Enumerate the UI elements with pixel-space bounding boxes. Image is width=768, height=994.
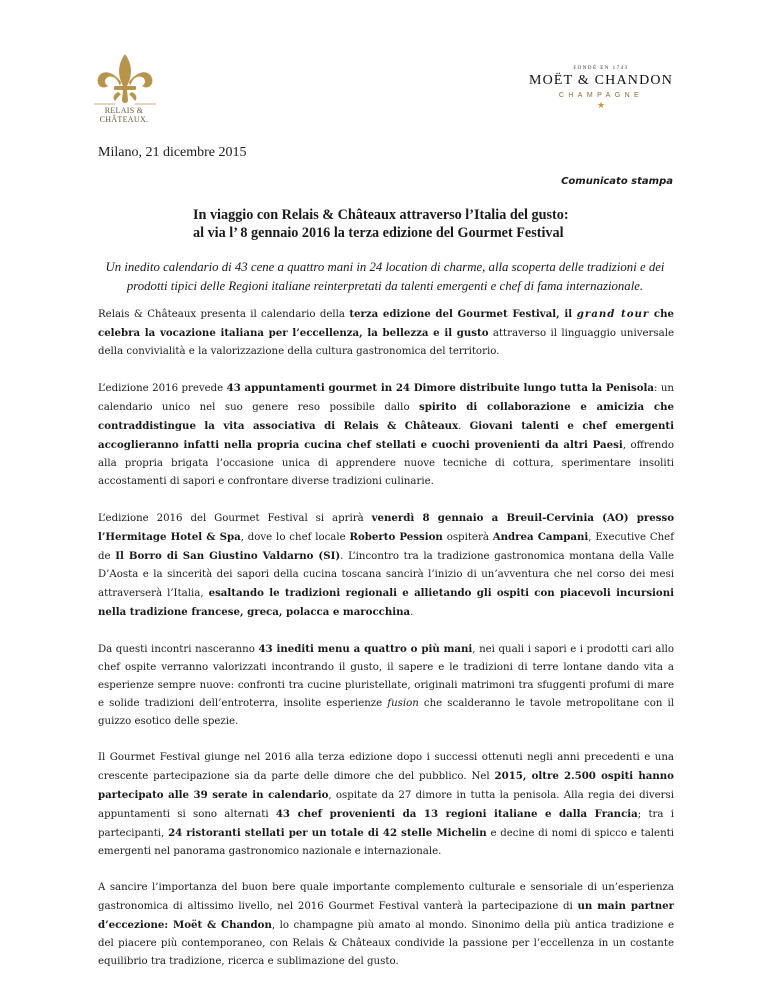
text-run: un main partner d’eccezione: Moët & Chandon xyxy=(98,900,674,931)
text-run: A sancire l’importanza del buon bere quale importante complemento culturale e sensoriale di un’esperienza gastronomica di altissimo livello, nel 2016 Gourmet Festival vanterà la partecipazione di xyxy=(98,882,674,912)
body-paragraph xyxy=(98,640,674,731)
text-run: , offrendo alla propria brigata l’occasione unica di apprendere nuove tecniche di cottura, sperimentare insoliti accostamenti di sapori e confrontare diverse tradizioni culinarie. xyxy=(98,440,674,487)
text-run: 2015, oltre 2.500 ospiti hanno partecipato alle 39 serate in calendario xyxy=(98,770,674,801)
text-run: L’edizione 2016 del Gourmet Festival si aprirà xyxy=(98,513,372,524)
text-run: ospiterà xyxy=(442,532,493,543)
text-run: . xyxy=(410,607,414,618)
title-line-1: In viaggio con Relais & Châteaux attraverso l’Italia del gusto: xyxy=(193,207,569,223)
document-date: Milano, 21 dicembre 2015 xyxy=(98,145,247,160)
body-paragraph xyxy=(98,379,674,491)
text-run: che scalderanno le tavole metropolitane con il guizzo esotico delle spezie. xyxy=(98,698,674,727)
fleur-de-lis-icon xyxy=(90,52,160,108)
text-run: , nei quali i sapori e i prodotti cari allo chef ospite verranno valorizzati incontrando il gusto, il sapere e le tradizioni di terre lontane dando vita a esperienze sempre nuove: confronti tra cucine pluristellate, originali matrimoni tra sfuggenti profumi di mare e solide tradizioni dell’entroterra, insolite esperienze xyxy=(98,644,674,709)
moet-chandon-logo xyxy=(526,66,676,111)
text-run: : un calendario unico nel suo genere reso possibile dallo xyxy=(98,383,674,413)
document-body xyxy=(98,305,674,989)
text-run: Relais & Châteaux presenta il calendario della xyxy=(98,309,350,320)
text-run: Andrea Campani xyxy=(492,531,589,543)
text-run: , dove lo chef locale xyxy=(240,532,350,543)
text-run: L’edizione 2016 prevede xyxy=(98,383,227,394)
text-run: ; tra i partecipanti, xyxy=(98,809,674,839)
relais-logo-text xyxy=(94,106,154,124)
text-run: 43 inediti menu a quattro o più mani xyxy=(258,643,473,655)
title-line-2: al via l’ 8 gennaio 2016 la terza edizione del Gourmet Festival xyxy=(193,225,564,241)
text-run: spirito di collaborazione e amicizia che contraddistingue la vita associativa di Relais & Châteaux xyxy=(98,401,674,432)
text-run: terza edizione del Gourmet Festival, il xyxy=(349,308,577,320)
text-run: Da questi incontri nasceranno xyxy=(98,644,259,655)
document-subtitle: Un inedito calendario di 43 cene a quattro mani in 24 location di charme, alla scoperta delle tradizioni e dei prodotti tipici delle Regioni italiane reinterpretati da talenti emergenti e chef di fama internazionale. xyxy=(105,260,665,293)
text-run: , ospitate da 27 dimore in tutta la penisola. Alla regia dei diversi appuntamenti si sono alternati xyxy=(98,790,675,820)
text-run: 24 ristoranti stellati per un totale di 42 stelle Michelin xyxy=(168,827,487,839)
moet-logo-sub: CHAMPAGNE xyxy=(558,92,644,99)
text-run: e decine di nomi di spicco e talenti emergenti nel panorama gastronomico nazionale e internazionale. xyxy=(98,828,674,857)
relais-logo-line-1: RELAIS & xyxy=(104,106,144,115)
body-paragraph xyxy=(98,509,674,622)
text-run: esaltando le tradizioni regionali e allietando gli ospiti con piacevoli incursioni nella tradizione francese, greca, polacca e marocchina xyxy=(98,587,674,618)
text-run: fusion xyxy=(387,698,419,709)
text-run: 43 chef provenienti da 13 regioni italiane e dalla Francia xyxy=(275,808,638,820)
moet-logo-name: MOËT & CHANDON xyxy=(528,73,674,88)
text-run: Il Borro di San Giustino Valdarno (SI) xyxy=(115,550,341,562)
text-run: Roberto Pession xyxy=(349,531,443,543)
body-paragraph xyxy=(98,305,674,361)
text-run: , Executive Chef de xyxy=(98,532,674,562)
moet-logo-founded: FONDÉ EN 1743 xyxy=(573,66,629,71)
body-paragraph xyxy=(98,879,674,971)
text-run: grand tour xyxy=(576,308,650,320)
text-run: , lo champagne più amato al mondo. Sinonimo della più antica tradizione e del piacere più contemporaneo, con Relais & Châteaux condivide la passione per l’eccellenza in un costante equilibrio tra tradizione, ricerca e sublimazione del gusto. xyxy=(98,920,674,967)
text-run: venerdì 8 gennaio a Breuil-Cervinia (AO) presso l’Hermitage Hotel & Spa xyxy=(98,512,675,543)
text-run: . L’incontro tra la tradizione gastronomica montana della Valle D’Aosta e la sincerità dei sapori della cucina toscana sancirà l’inizio di un’avventura che nel corso dei mesi attraverserà l’Italia, xyxy=(98,551,674,599)
text-run: . xyxy=(458,421,470,432)
press-release-label: Comunicato stampa xyxy=(561,176,673,187)
body-paragraph xyxy=(98,749,674,861)
star-icon: ★ xyxy=(596,101,606,111)
text-run: Giovani talenti e chef emergenti accoglieranno infatti nella propria cucina chef stellati e cuochi provenienti da altri Paesi xyxy=(98,420,674,451)
text-run: 43 appuntamenti gourmet in 24 Dimore distribuite lungo tutta la Penisola xyxy=(226,382,655,394)
relais-logo-line-2: CHÂTEAUX. xyxy=(99,115,149,124)
text-run: Il Gourmet Festival giunge nel 2016 alla terza edizione dopo i successi ottenuti negli anni precedenti e una crescente partecipazione sia da parte delle dimore che del pubblico. Nel xyxy=(98,752,674,782)
document-title xyxy=(193,206,713,242)
text-run: che celebra la vocazione italiana per l’eccellenza, la bellezza e il gusto xyxy=(98,308,674,339)
text-run: attraverso il linguaggio universale della convivialità e la valorizzazione della cultura gastronomica del territorio. xyxy=(98,328,674,357)
